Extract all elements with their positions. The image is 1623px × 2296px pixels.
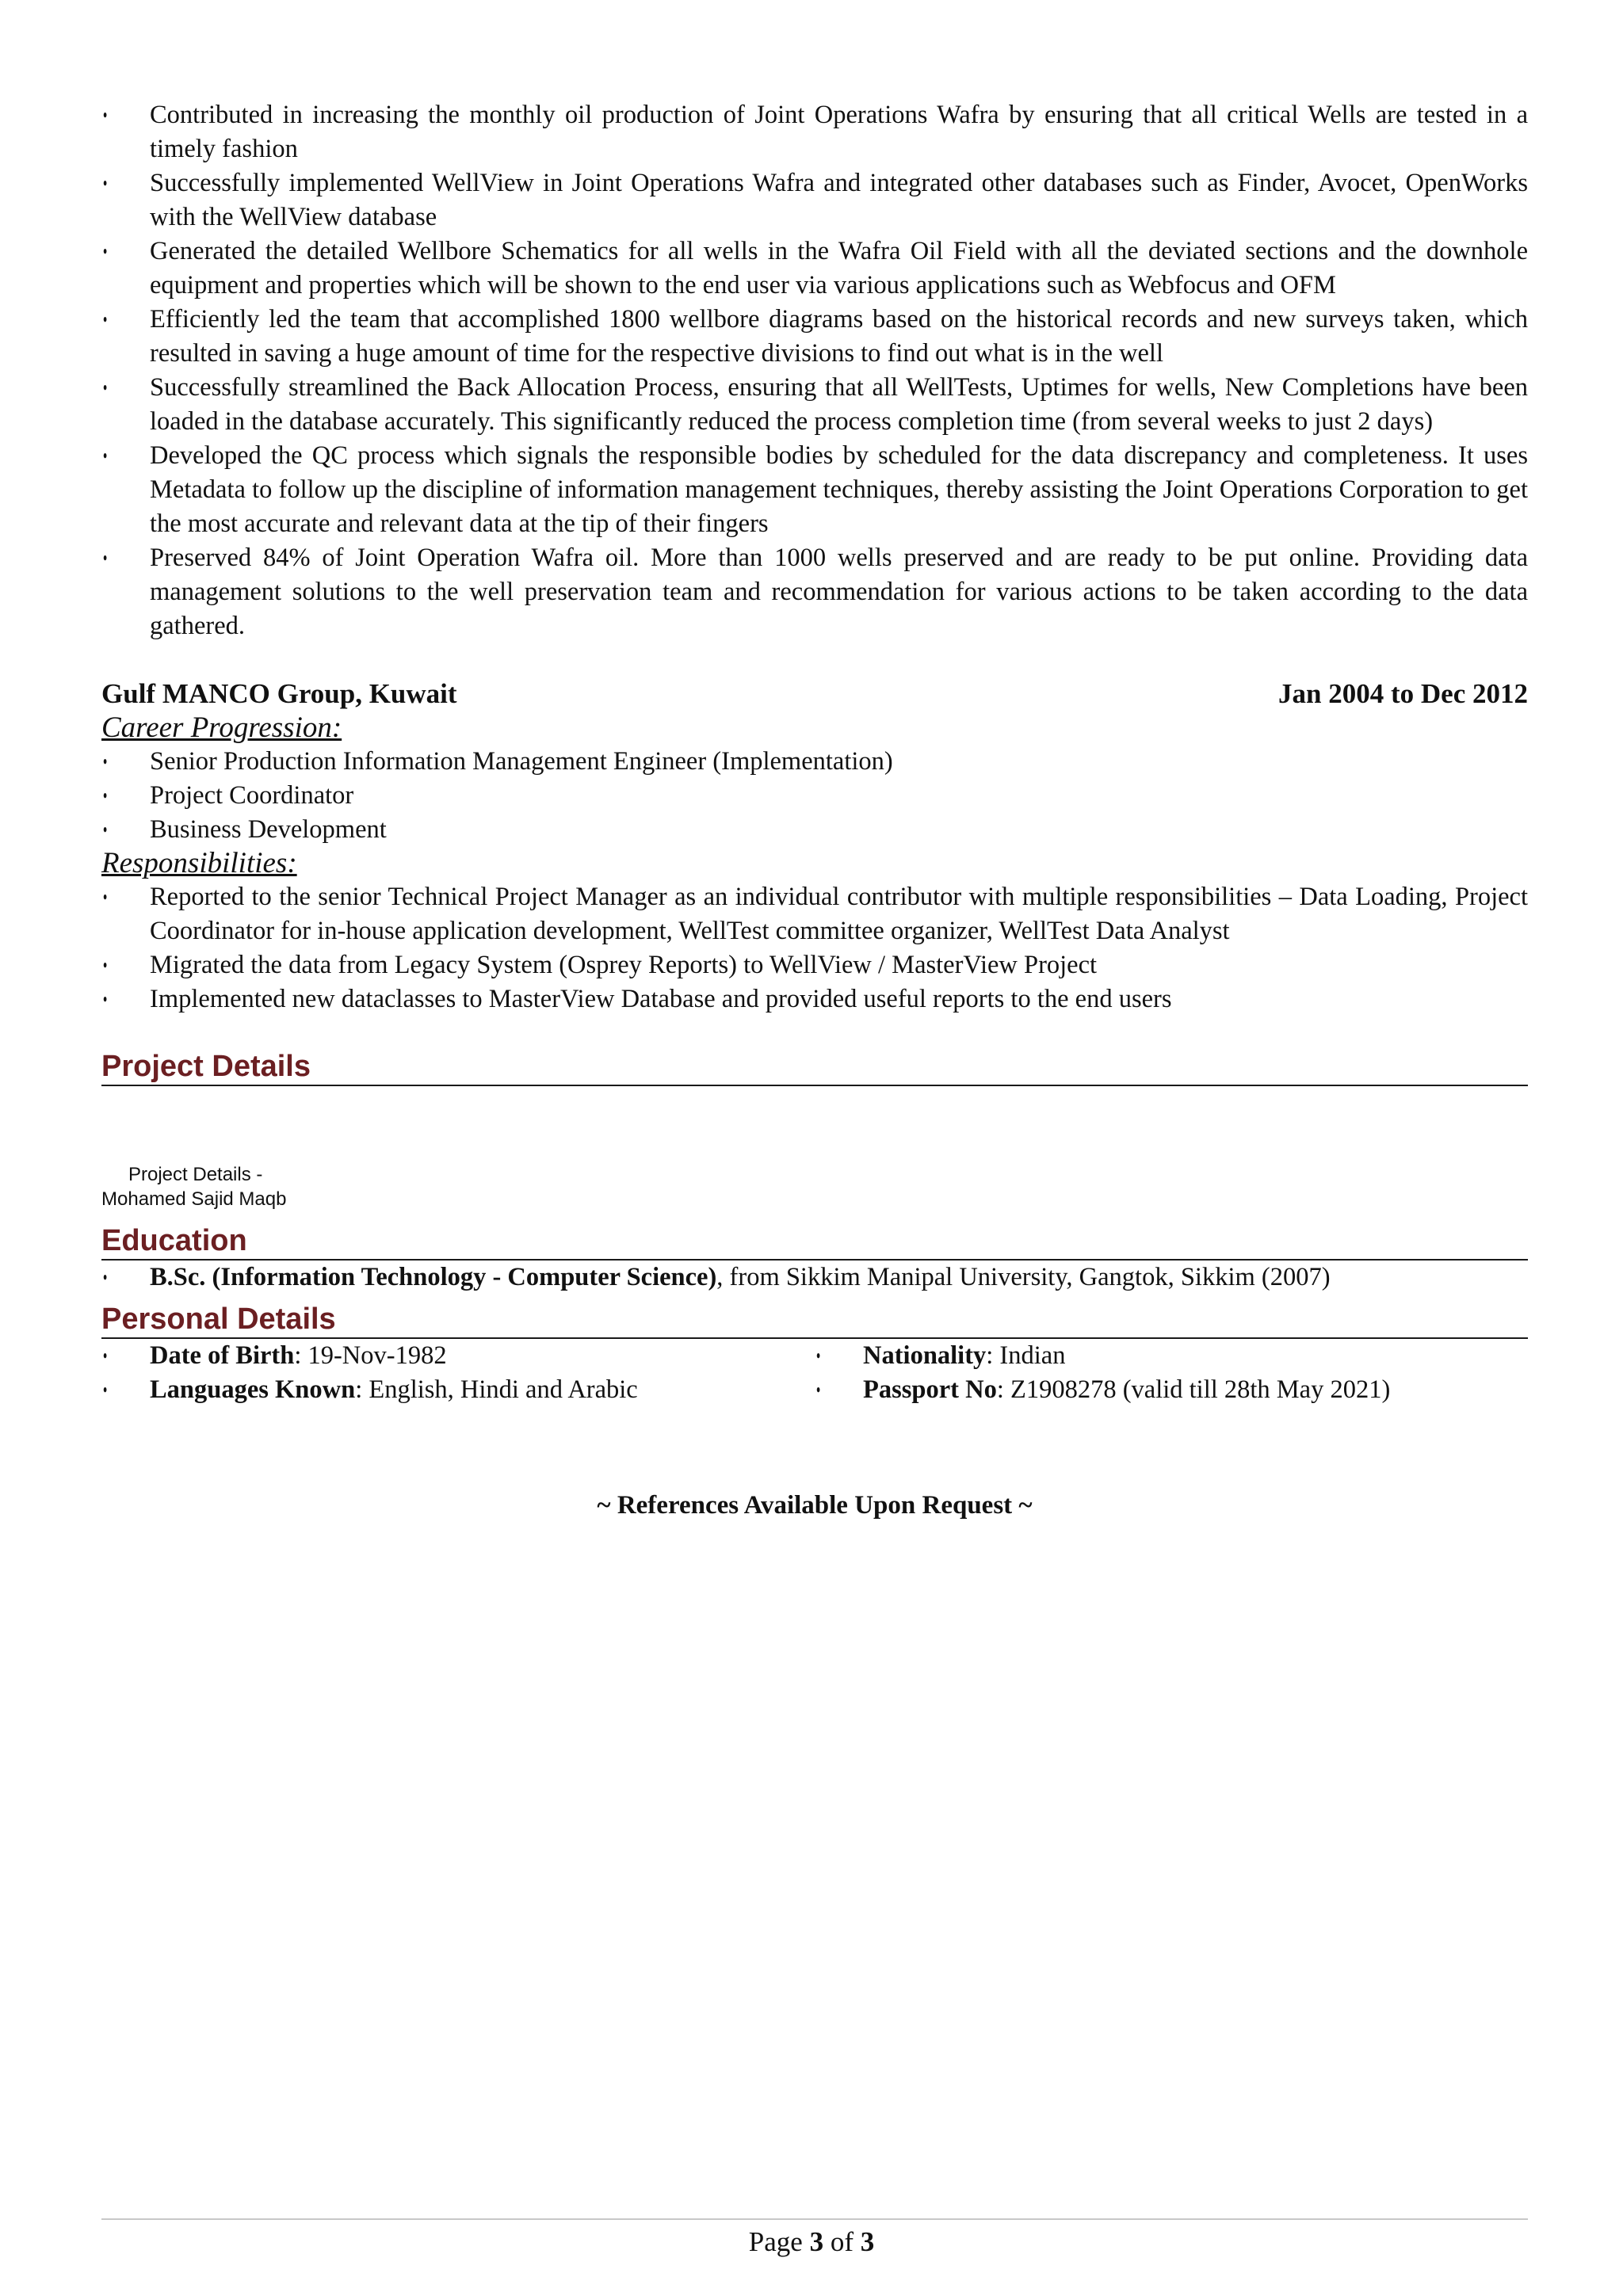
list-item	[815, 1339, 1528, 1373]
education-list	[101, 1261, 1528, 1295]
list-item: • Project Coordinator	[101, 779, 1528, 813]
list-item	[101, 1261, 1528, 1295]
footer-divider	[101, 2218, 1528, 2220]
responsibilities-list	[101, 880, 1528, 1016]
list-item: • Migrated the data from Legacy System (Osprey Reports) to WellView / MasterView Project	[101, 948, 1528, 982]
project-details-caption[interactable]	[101, 1162, 1528, 1211]
job-header	[101, 677, 1528, 711]
dob-label: Date of Birth	[150, 1341, 295, 1370]
list-item: • Generated the detailed Wellbore Schematics for all wells in the Wafra Oil Field with all the deviated sections and the downhole equipment and properties which will be shown to the end user via various applications such as Webfocus and OFM	[101, 235, 1528, 303]
list-item: • Implemented new dataclasses to MasterView Database and provided useful reports to the end users	[101, 982, 1528, 1016]
responsibilities-heading: Responsibilities:	[101, 847, 297, 879]
list-item: • Developed the QC process which signals the responsible bodies by scheduled for the data discrepancy and completeness. It uses Metadata to follow up the discipline of information management techniques, thereby assisting the Joint Operations Corporation to get the most accurate and relevant data at the tip of their fingers	[101, 439, 1528, 541]
list-item	[101, 1373, 815, 1407]
section-title: Personal Details	[101, 1302, 336, 1336]
personal-left-list	[101, 1339, 815, 1407]
project-details-heading	[101, 1048, 1528, 1086]
personal-details	[101, 1339, 1528, 1407]
list-item: • Contributed in increasing the monthly oil production of Joint Operations Wafra by ensuring that all critical Wells are tested in a timely fashion	[101, 98, 1528, 166]
list-item	[101, 1339, 815, 1373]
footer-prefix: Page	[748, 2226, 810, 2257]
list-item: • Preserved 84% of Joint Operation Wafra oil. More than 1000 wells preserved and are ready to be put online. Providing data management solutions to the well preservation team and recommendation for various actions to be taken according to the data gathered.	[101, 541, 1528, 643]
footer-middle: of	[823, 2226, 861, 2257]
personal-details-heading	[101, 1301, 1528, 1339]
company-name: Gulf MANCO Group, Kuwait	[101, 678, 457, 709]
dob-value: : 19-Nov-1982	[294, 1341, 447, 1370]
degree-details: , from Sikkim Manipal University, Gangtok, Sikkim (2007)	[716, 1263, 1331, 1291]
page-footer	[0, 2226, 1623, 2258]
career-progression-heading: Career Progression:	[101, 711, 342, 744]
caption-line: Project Details -	[128, 1164, 263, 1185]
passport-label: Passport No	[863, 1375, 997, 1404]
languages-value: : English, Hindi and Arabic	[355, 1375, 638, 1404]
list-item: • Successfully implemented WellView in Joint Operations Wafra and integrated other databases such as Finder, Avocet, OpenWorks with the WellView database	[101, 166, 1528, 235]
passport-value: : Z1908278 (valid till 28th May 2021)	[996, 1375, 1391, 1404]
list-item: • Reported to the senior Technical Project Manager as an individual contributor with multiple responsibilities – Data Loading, Project Coordinator for in-house application development, WellTest committee organizer, WellTest Data Analyst	[101, 880, 1528, 948]
section-title: Education	[101, 1224, 247, 1257]
languages-label: Languages Known	[150, 1375, 356, 1404]
achievements-list	[101, 98, 1528, 643]
nationality-label: Nationality	[863, 1341, 987, 1370]
references-note: ~ References Available Upon Request ~	[597, 1491, 1033, 1520]
list-item: • Efficiently led the team that accomplished 1800 wellbore diagrams based on the historical records and new surveys taken, which resulted in saving a huge amount of time for the respective divisions to find out what is in the well	[101, 303, 1528, 371]
section-title: Project Details	[101, 1050, 311, 1083]
education-heading	[101, 1222, 1528, 1261]
career-list	[101, 745, 1528, 847]
total-pages: 3	[860, 2226, 875, 2257]
job-dates: Jan 2004 to Dec 2012	[1278, 678, 1528, 709]
resume-page	[101, 98, 1528, 1520]
degree-title: B.Sc. (Information Technology - Computer Science)	[150, 1263, 717, 1291]
list-item: • Business Development	[101, 813, 1528, 847]
personal-right-list	[815, 1339, 1528, 1407]
list-item: • Senior Production Information Management Engineer (Implementation)	[101, 745, 1528, 779]
caption-line: Mohamed Sajid Maqb	[101, 1188, 287, 1210]
list-item: • Successfully streamlined the Back Allocation Process, ensuring that all WellTests, Uptimes for wells, New Completions have been loaded in the database accurately. This significantly reduced the process completion time (from several weeks to just 2 days)	[101, 371, 1528, 439]
list-item	[815, 1373, 1528, 1407]
current-page: 3	[809, 2226, 824, 2257]
nationality-value: : Indian	[986, 1341, 1066, 1370]
